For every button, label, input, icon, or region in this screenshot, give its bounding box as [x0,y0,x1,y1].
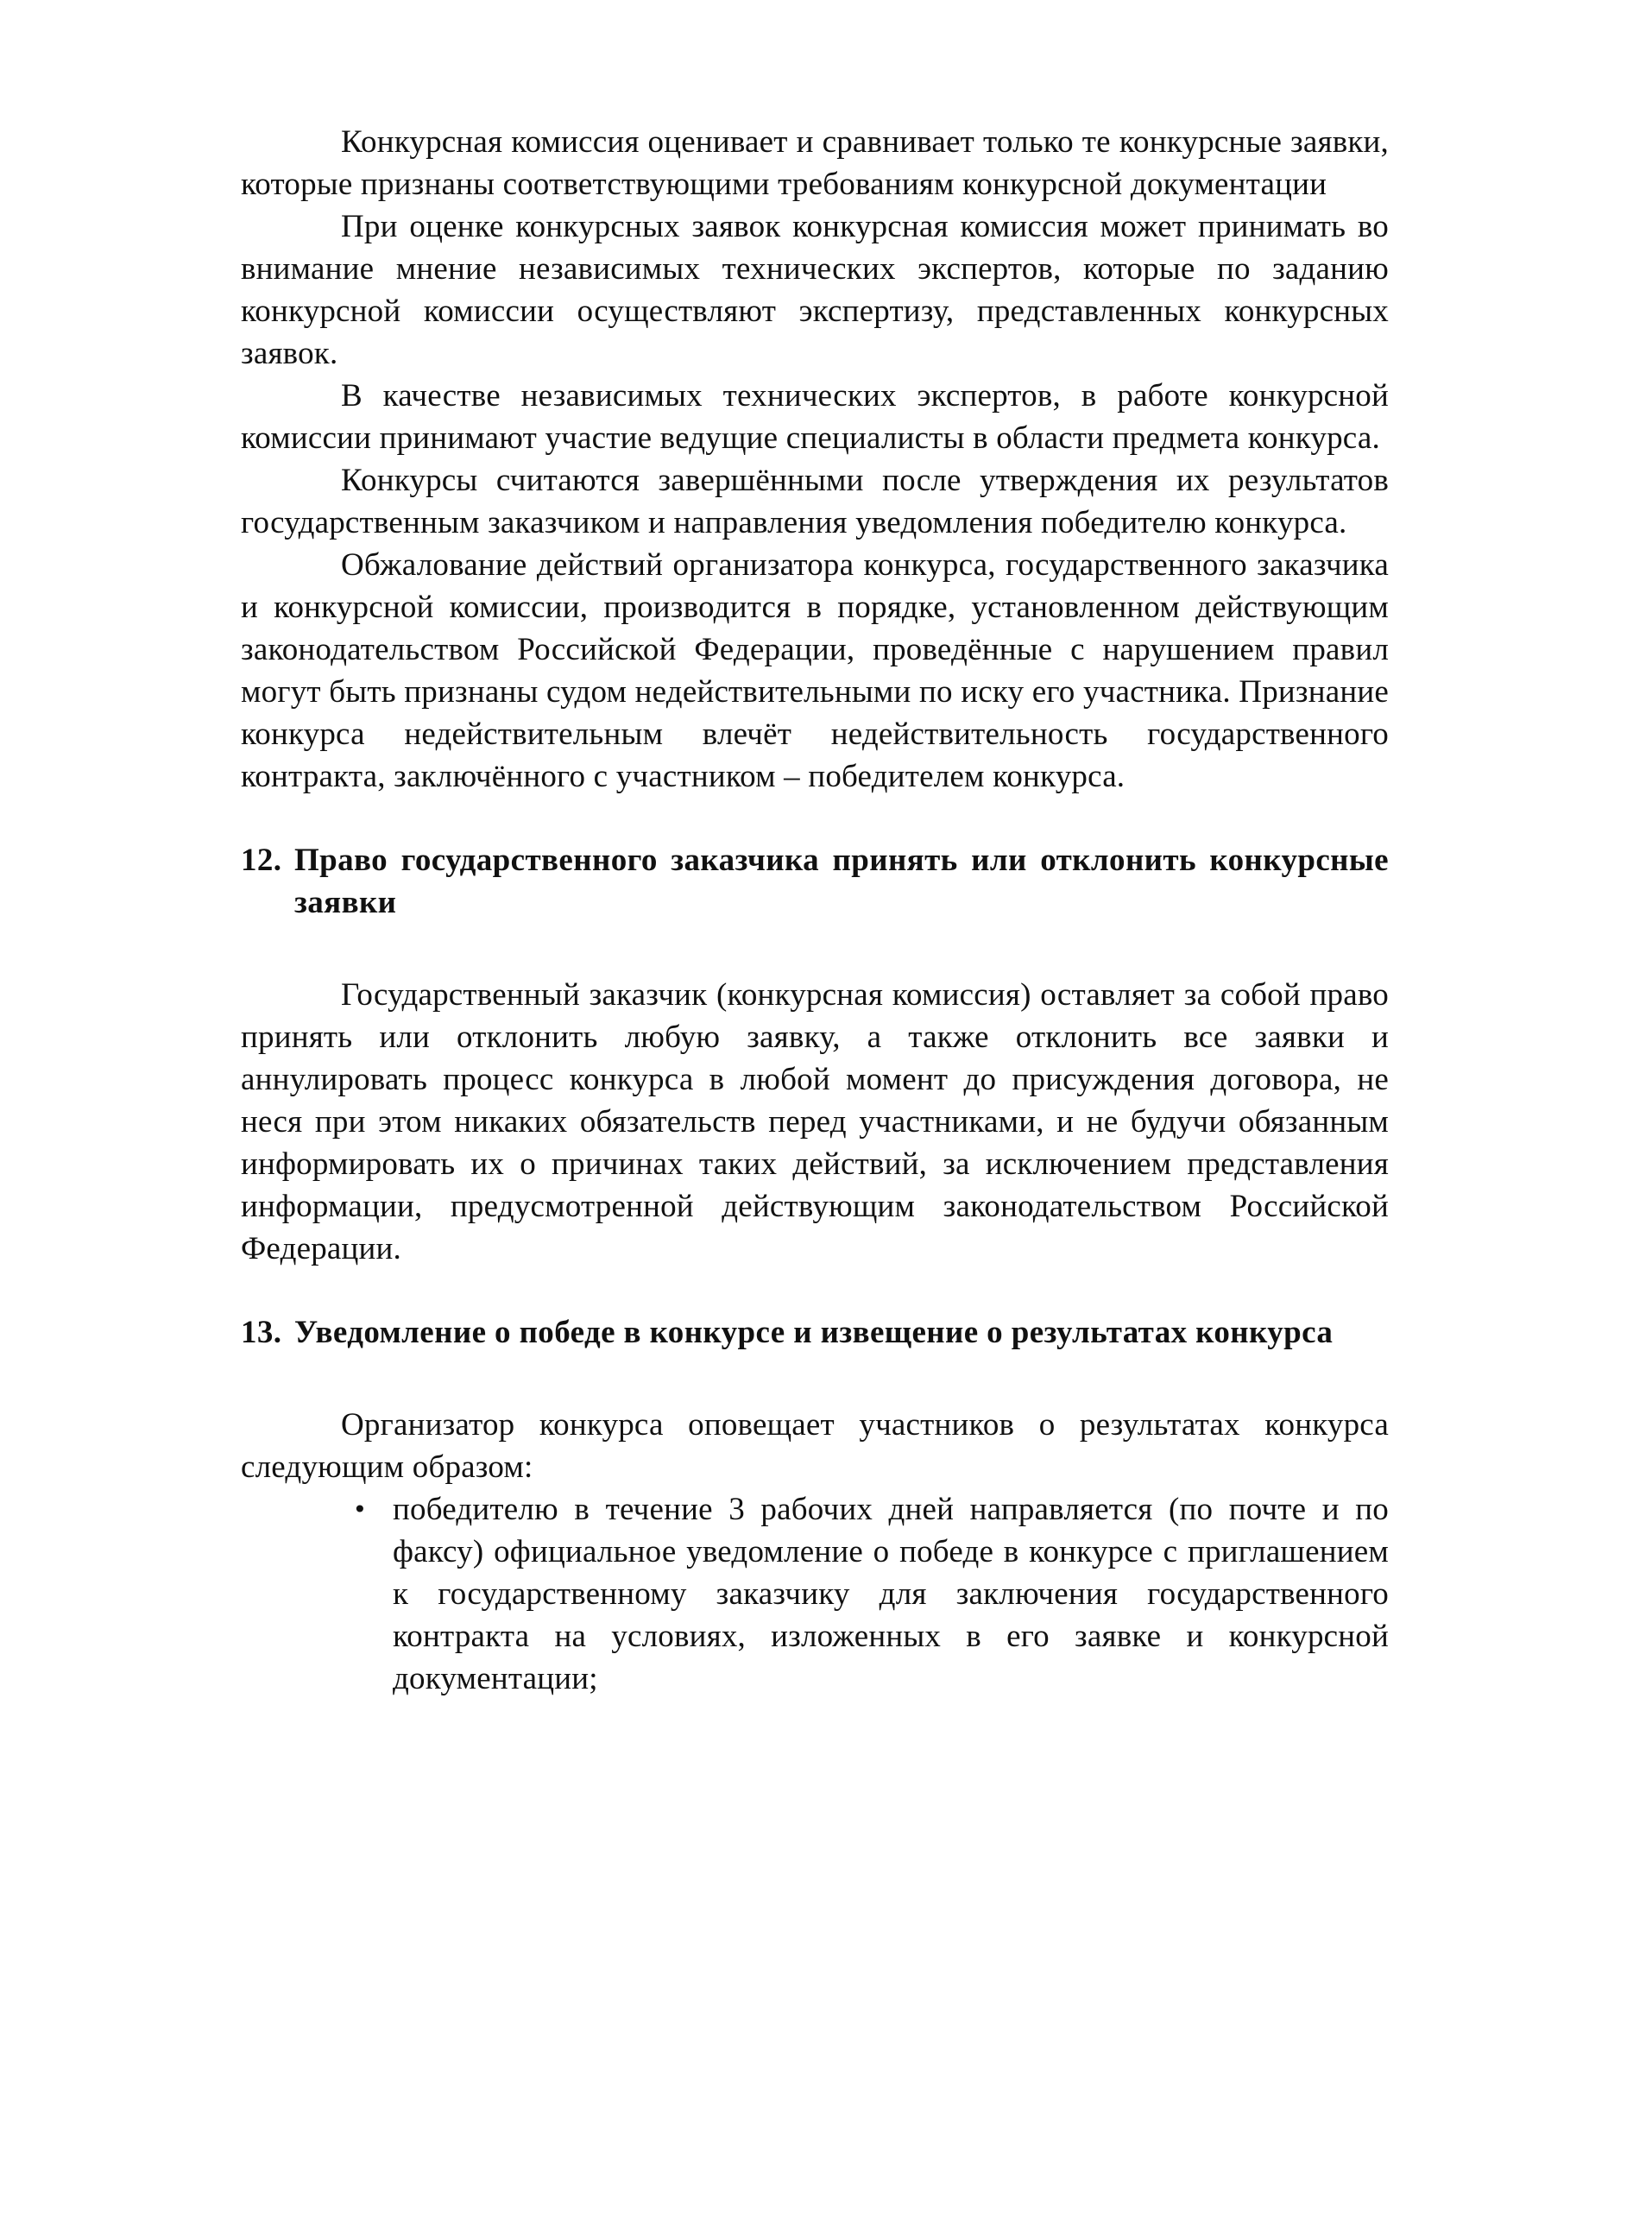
spacer [241,1354,1389,1404]
section-13-number: 13. [241,1315,282,1350]
paragraph-experts-opinion: При оценке конкурсных заявок конкурсная комиссия может принимать во внимание мнение независимых технических экспертов, которые по заданию конкурсной комиссии осуществляют экспертизу, представленных конкурсных заявок. [241,209,1389,371]
section-13-bullet-list [241,1488,1389,1700]
bullet-icon: • [352,1495,368,1524]
list-item [241,1488,1389,1700]
section-12-paragraph: Государственный заказчик (конкурсная комиссия) оставляет за собой право принять или отклонить любую заявку, а также отклонить все заявки и аннулировать процесс конкурса в любой момент до присуждения договора, не неся при этом никаких обязательств перед участниками, и не будучи обязанным информировать их о причинах таких действий, за исключением представления информации, предусмотренной действующим законодательством Российской Федерации. [241,977,1389,1266]
paragraph-appeal: Обжалование действий организатора конкурса, государственного заказчика и конкурсной комиссии, производится в порядке, установленном действующим законодательством Российской Федерации, проведённые с нарушением правил могут быть признаны судом недействительными по иску его участника. Признание конкурса недействительным влечёт недействительность государственного контракта, заключённого с участником – победителем конкурса. [241,547,1389,794]
paragraph-experts-participation: В качестве независимых технических экспертов, в работе конкурсной комиссии принимают участие ведущие специалисты в области предмета конкурса. [241,378,1389,456]
section-12-number: 12. [241,843,282,878]
document-body [241,121,1389,1700]
section-13-heading [241,1311,1389,1354]
paragraph-evaluation: Конкурсная комиссия оценивает и сравнивает только те конкурсные заявки, которые признаны соответствующими требованиям конкурсной документации [241,124,1389,202]
section-12-heading [241,839,1389,924]
spacer [241,1270,1389,1311]
section-12-title: Право государственного заказчика принять или отклонить конкурсные заявки [294,843,1389,920]
spacer [241,924,1389,974]
bullet-text: победителю в течение 3 рабочих дней направляется (по почте и по факсу) официальное уведомление о победе в конкурсе с приглашением к государственному заказчику для заключения государственного контракта на условиях, изложенных в его заявке и конкурсной документации; [393,1492,1389,1696]
paragraph-completion: Конкурсы считаются завершёнными после утверждения их результатов государственным заказчиком и направления уведомления победителю конкурса. [241,463,1389,540]
section-13-title: Уведомление о победе в конкурсе и извещение о результатах конкурса [294,1315,1334,1350]
section-13-paragraph: Организатор конкурса оповещает участников о результатах конкурса следующим образом: [241,1407,1389,1485]
spacer [241,798,1389,839]
